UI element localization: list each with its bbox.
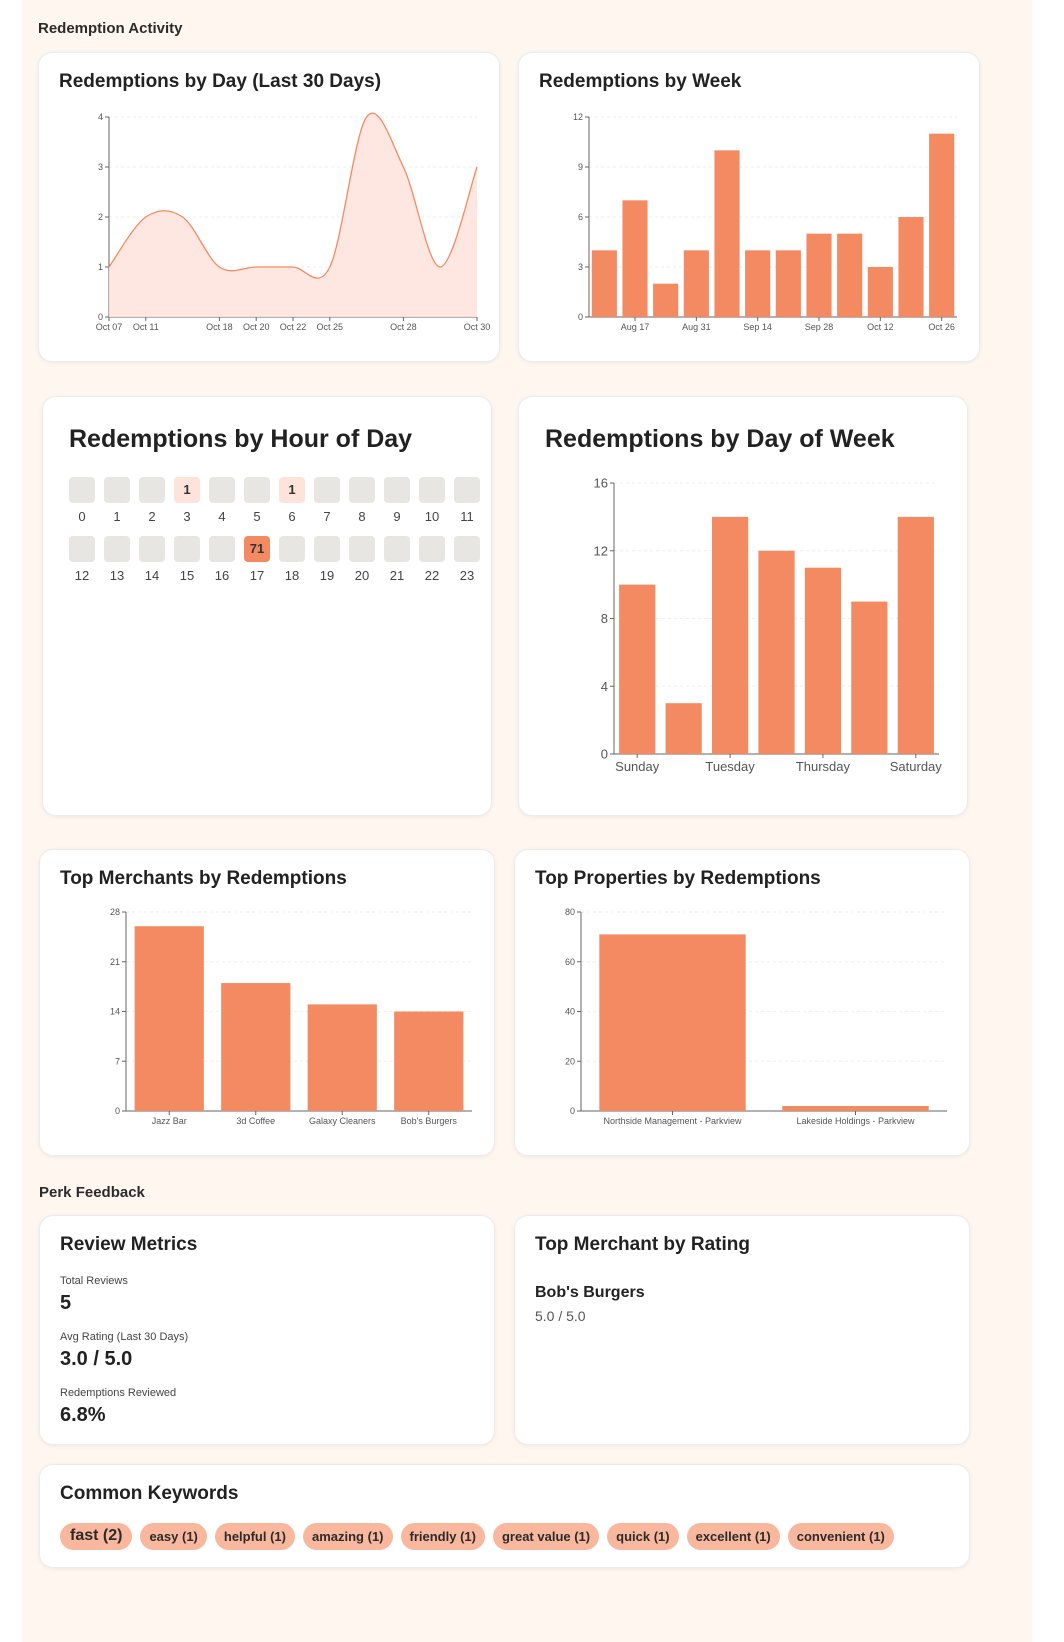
card-top-merchant-by-rating — [514, 1215, 970, 1445]
bar — [221, 983, 290, 1111]
redemptions-reviewed-label: Redemptions Reviewed — [60, 1387, 177, 1399]
y-tick-label: 40 — [564, 1006, 575, 1017]
redemptions-reviewed-value: 6.8% — [60, 1404, 106, 1426]
keyword-chips — [60, 1523, 894, 1550]
section-label-redemption-activity: Redemption Activity — [38, 20, 183, 37]
hour-label: 17 — [249, 568, 265, 583]
x-tick-label: Thursday — [795, 759, 851, 774]
hour-label: 14 — [144, 568, 160, 583]
hour-cell-11 — [454, 477, 480, 524]
y-tick-label: 3 — [97, 162, 103, 173]
keyword-chip[interactable]: easy (1) — [140, 1523, 206, 1550]
x-tick-label: Oct 07 — [95, 322, 123, 332]
bar — [745, 250, 770, 317]
x-tick-label: Lakeside Holdings - Parkview — [796, 1116, 915, 1126]
hour-cell-16 — [209, 536, 235, 583]
x-tick-label: Aug 31 — [682, 322, 711, 332]
y-tick-label: 2 — [97, 212, 103, 223]
bar — [898, 217, 923, 317]
hour-cell-13 — [104, 536, 130, 583]
keyword-chip[interactable]: helpful (1) — [215, 1523, 295, 1550]
hour-cell-20 — [349, 536, 375, 583]
top-properties-chart — [515, 850, 971, 1157]
y-tick-label: 21 — [109, 956, 120, 967]
x-tick-label: Oct 18 — [206, 322, 233, 332]
hour-cell-0 — [69, 477, 95, 524]
bar — [805, 568, 841, 754]
x-tick-label: Oct 25 — [316, 322, 344, 332]
card-title: Redemptions by Hour of Day — [69, 425, 413, 453]
keyword-chip[interactable]: excellent (1) — [687, 1523, 780, 1550]
hour-count — [69, 536, 95, 562]
y-tick-label: 8 — [600, 611, 608, 627]
hour-cell-8 — [349, 477, 375, 524]
hour-count — [104, 477, 130, 503]
hour-count — [209, 536, 235, 562]
hour-cell-3 — [174, 477, 200, 524]
hour-cell-19 — [314, 536, 340, 583]
hour-label: 15 — [179, 568, 195, 583]
hour-label: 20 — [354, 568, 370, 583]
card-title: Redemptions by Day of Week — [545, 425, 895, 453]
card-redemptions-by-hour — [42, 396, 492, 816]
hour-count — [314, 477, 340, 503]
x-tick-label: Bob's Burgers — [400, 1116, 457, 1126]
bar — [619, 585, 655, 754]
x-tick-label: 3d Coffee — [236, 1116, 276, 1126]
hour-label: 16 — [214, 568, 230, 583]
bar — [837, 234, 862, 317]
y-tick-label: 0 — [600, 746, 608, 762]
hour-label: 3 — [183, 509, 191, 524]
hour-count — [69, 477, 95, 503]
hour-count — [209, 477, 235, 503]
card-title: Review Metrics — [60, 1234, 198, 1255]
dashboard-page — [22, 0, 1032, 1642]
total-reviews-value: 5 — [60, 1292, 72, 1314]
hour-count — [454, 477, 480, 503]
bar — [714, 150, 739, 317]
hour-label: 7 — [323, 509, 331, 524]
y-tick-label: 0 — [114, 1106, 120, 1117]
x-tick-label: Sep 14 — [743, 322, 772, 332]
hour-count — [174, 536, 200, 562]
keyword-chip[interactable]: friendly (1) — [401, 1523, 485, 1550]
hour-cell-9 — [384, 477, 410, 524]
keyword-chip[interactable]: quick (1) — [607, 1523, 678, 1550]
card-redemptions-by-day — [38, 52, 500, 362]
y-tick-label: 0 — [97, 312, 103, 323]
y-tick-label: 28 — [109, 907, 120, 918]
hour-label: 0 — [78, 509, 86, 524]
hour-label: 12 — [74, 568, 90, 583]
card-top-merchants — [39, 849, 495, 1156]
bar — [782, 1106, 928, 1111]
hour-label: 1 — [113, 509, 121, 524]
keyword-chip[interactable]: amazing (1) — [303, 1523, 393, 1550]
hour-count — [384, 536, 410, 562]
hour-cell-4 — [209, 477, 235, 524]
x-tick-label: Jazz Bar — [151, 1116, 187, 1126]
hour-label: 13 — [109, 568, 125, 583]
hour-cell-23 — [454, 536, 480, 583]
top-merchant-name: Bob's Burgers — [535, 1284, 645, 1301]
y-tick-label: 6 — [577, 212, 583, 223]
hour-count — [279, 536, 305, 562]
x-tick-label: Northside Management - Parkview — [603, 1116, 742, 1126]
hour-count — [349, 477, 375, 503]
x-tick-label: Oct 26 — [928, 322, 955, 332]
card-redemptions-by-day-of-week — [518, 396, 968, 816]
hour-label: 19 — [319, 568, 335, 583]
section-label-perk-feedback: Perk Feedback — [39, 1184, 145, 1201]
bar — [851, 602, 887, 754]
x-tick-label: Saturday — [889, 759, 942, 774]
x-tick-label: Oct 30 — [463, 322, 491, 332]
hour-cell-6 — [279, 477, 305, 524]
bar — [308, 1004, 377, 1111]
hour-label: 18 — [284, 568, 300, 583]
y-tick-label: 14 — [109, 1006, 120, 1017]
hour-label: 4 — [218, 509, 226, 524]
x-tick-label: Oct 28 — [390, 322, 417, 332]
hour-label: 10 — [424, 509, 440, 524]
hour-cell-7 — [314, 477, 340, 524]
hour-count: 1 — [174, 477, 200, 503]
keyword-chip[interactable]: fast (2) — [60, 1523, 132, 1550]
x-tick-label: Sunday — [615, 759, 660, 774]
hour-label: 2 — [148, 509, 156, 524]
x-tick-label: Oct 22 — [279, 322, 307, 332]
hour-count — [104, 536, 130, 562]
hour-cell-12 — [69, 536, 95, 583]
y-tick-label: 4 — [97, 112, 103, 123]
hour-cell-5 — [244, 477, 270, 524]
hour-count — [349, 536, 375, 562]
hour-count — [419, 536, 445, 562]
bar — [929, 134, 954, 317]
x-tick-label: Tuesday — [705, 759, 755, 774]
keyword-chip[interactable]: great value (1) — [493, 1523, 599, 1550]
bar — [592, 250, 617, 317]
avg-rating-value: 3.0 / 5.0 — [60, 1348, 133, 1370]
hour-label: 23 — [459, 568, 475, 583]
hour-count — [314, 536, 340, 562]
x-tick-label: Oct 12 — [867, 322, 894, 332]
card-review-metrics — [39, 1215, 495, 1445]
card-top-properties — [514, 849, 970, 1156]
hour-cell-17 — [244, 536, 270, 583]
hour-cell-14 — [139, 536, 165, 583]
y-tick-label: 4 — [600, 678, 608, 694]
hour-cell-21 — [384, 536, 410, 583]
x-tick-label: Oct 11 — [132, 322, 159, 332]
hour-label: 8 — [358, 509, 366, 524]
y-tick-label: 3 — [577, 262, 583, 273]
y-tick-label: 60 — [564, 956, 575, 967]
bar — [394, 1012, 463, 1112]
card-title: Common Keywords — [60, 1483, 239, 1504]
bar — [666, 703, 702, 754]
top-merchant-rating: 5.0 / 5.0 — [535, 1308, 586, 1324]
bar — [806, 234, 831, 317]
y-tick-label: 12 — [593, 543, 608, 559]
hour-cell-1 — [104, 477, 130, 524]
redemptions-by-week-chart — [519, 53, 981, 363]
bar — [653, 284, 678, 317]
bar — [684, 250, 709, 317]
area-fill — [109, 113, 477, 317]
y-tick-label: 9 — [577, 162, 583, 173]
y-tick-label: 0 — [569, 1106, 575, 1117]
hour-count — [384, 477, 410, 503]
y-tick-label: 7 — [114, 1056, 120, 1067]
x-tick-label: Galaxy Cleaners — [308, 1116, 376, 1126]
card-common-keywords — [39, 1464, 970, 1568]
y-tick-label: 80 — [564, 907, 575, 918]
hour-count — [454, 536, 480, 562]
hour-label: 22 — [424, 568, 440, 583]
x-tick-label: Sep 28 — [804, 322, 834, 332]
hour-count — [244, 477, 270, 503]
hour-count — [419, 477, 445, 503]
bar — [622, 200, 647, 317]
hour-cell-15 — [174, 536, 200, 583]
hour-label: 21 — [389, 568, 405, 583]
keyword-chip[interactable]: convenient (1) — [788, 1523, 894, 1550]
y-tick-label: 16 — [593, 475, 608, 491]
bar — [776, 250, 801, 317]
card-title: Redemptions by Week — [539, 71, 742, 92]
card-title: Top Merchant by Rating — [535, 1234, 750, 1255]
hour-count — [139, 536, 165, 562]
redemptions-by-day-chart — [39, 53, 501, 363]
hour-label: 6 — [288, 509, 296, 524]
card-redemptions-by-week — [518, 52, 980, 362]
hour-cell-22 — [419, 536, 445, 583]
hour-count — [139, 477, 165, 503]
hour-row — [69, 477, 480, 524]
hour-cell-2 — [139, 477, 165, 524]
hour-label: 9 — [393, 509, 401, 524]
hour-label: 11 — [460, 509, 474, 524]
y-tick-label: 1 — [97, 262, 103, 273]
card-title: Top Properties by Redemptions — [535, 868, 821, 889]
bar — [898, 517, 934, 754]
bar — [712, 517, 748, 754]
hour-count: 1 — [279, 477, 305, 503]
bar — [599, 934, 745, 1111]
bar — [135, 926, 204, 1111]
avg-rating-label: Avg Rating (Last 30 Days) — [60, 1331, 189, 1343]
bar — [868, 267, 893, 317]
total-reviews-label: Total Reviews — [60, 1275, 128, 1287]
hour-cell-10 — [419, 477, 445, 524]
y-tick-label: 12 — [572, 112, 583, 123]
card-title: Redemptions by Day (Last 30 Days) — [59, 71, 382, 92]
hour-count: 71 — [244, 536, 270, 562]
card-title: Top Merchants by Redemptions — [60, 868, 347, 889]
x-tick-label: Oct 20 — [242, 322, 270, 332]
x-tick-label: Aug 17 — [620, 322, 650, 332]
hour-row — [69, 536, 480, 583]
hour-cell-18 — [279, 536, 305, 583]
redemptions-by-day-of-week-chart — [519, 397, 969, 817]
y-tick-label: 0 — [577, 312, 583, 323]
bar — [758, 551, 794, 754]
hour-label: 5 — [253, 509, 261, 524]
hour-heatmap — [69, 477, 480, 595]
top-merchants-chart — [40, 850, 496, 1157]
y-tick-label: 20 — [564, 1056, 575, 1067]
